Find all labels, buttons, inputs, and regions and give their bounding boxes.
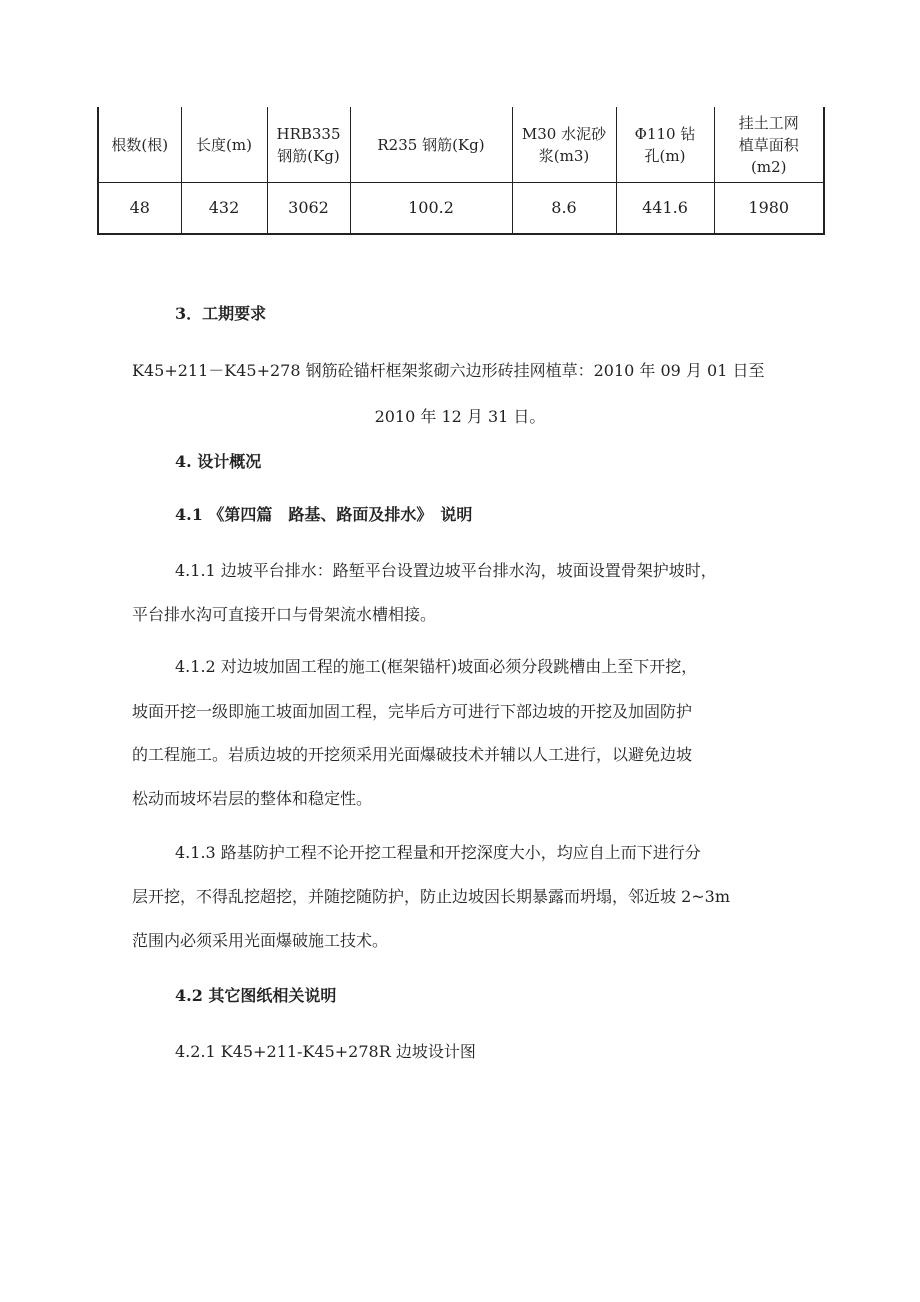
table-cell: 3062 xyxy=(267,183,350,235)
paragraph-4-1-3-cont: 范围内必须采用光面爆破施工技术。 xyxy=(132,931,389,950)
table-cell: 100.2 xyxy=(350,183,512,235)
table-cell: 441.6 xyxy=(616,183,714,235)
header-cell: HRB335 钢筋(Kg) xyxy=(267,107,350,183)
table-cell: 432 xyxy=(181,183,267,235)
paragraph-4-1-1: 4.1.1 边坡平台排水：路堑平台设置边坡平台排水沟，坡面设置骨架护坡时， xyxy=(175,561,717,580)
table-cell: 8.6 xyxy=(512,183,616,235)
paragraph-4-2-1: 4.2.1 K45+211-K45+278R 边坡设计图 xyxy=(175,1042,476,1061)
paragraph-4-1-3: 4.1.3 路基防护工程不论开挖工程量和开挖深度大小，均应自上而下进行分 xyxy=(175,843,701,862)
quantity-table xyxy=(97,107,825,235)
schedule-text-end: 2010 年 12 月 31 日。 xyxy=(374,407,546,426)
schedule-text: K45+211－K45+278 钢筋砼锚杆框架浆砌六边形砖挂网植草：2010 年 09 月 01 日至 xyxy=(132,361,765,380)
paragraph-4-1-2-cont: 坡面开挖一级即施工坡面加固工程，完毕后方可进行下部边坡的开挖及加固防护 xyxy=(132,702,693,721)
section-3-heading: 3．工期要求 xyxy=(175,304,267,323)
header-cell: 根数(根) xyxy=(98,107,181,183)
table-cell: 1980 xyxy=(714,183,824,235)
table-row xyxy=(98,183,824,235)
header-cell: M30 水泥砂 浆(m3) xyxy=(512,107,616,183)
header-cell: 长度(m) xyxy=(181,107,267,183)
section-4-heading: 4. 设计概况 xyxy=(175,452,262,471)
paragraph-4-1-3-cont: 层开挖，不得乱挖超挖，并随挖随防护，防止边坡因长期暴露而坍塌，邻近坡 2~3m xyxy=(132,887,731,906)
header-cell: R235 钢筋(Kg) xyxy=(350,107,512,183)
table-cell: 48 xyxy=(98,183,181,235)
paragraph-4-1-1-cont: 平台排水沟可直接开口与骨架流水槽相接。 xyxy=(132,605,437,624)
paragraph-4-1-2-cont: 的工程施工。岩质边坡的开挖须采用光面爆破技术并辅以人工进行，以避免边坡 xyxy=(132,745,693,764)
section-4-2-heading: 4.2 其它图纸相关说明 xyxy=(175,986,337,1005)
paragraph-4-1-2-cont: 松动而坡坏岩层的整体和稳定性。 xyxy=(132,789,373,808)
table-header-row xyxy=(98,107,824,183)
paragraph-4-1-2: 4.1.2 对边坡加固工程的施工(框架锚杆)坡面必须分段跳槽由上至下开挖， xyxy=(175,657,698,676)
section-4-1-heading: 4.1 《第四篇 路基、路面及排水》 说明 xyxy=(175,505,473,524)
header-cell: Φ110 钻 孔(m) xyxy=(616,107,714,183)
header-cell: 挂土工网 植草面积 (m2) xyxy=(714,107,824,183)
